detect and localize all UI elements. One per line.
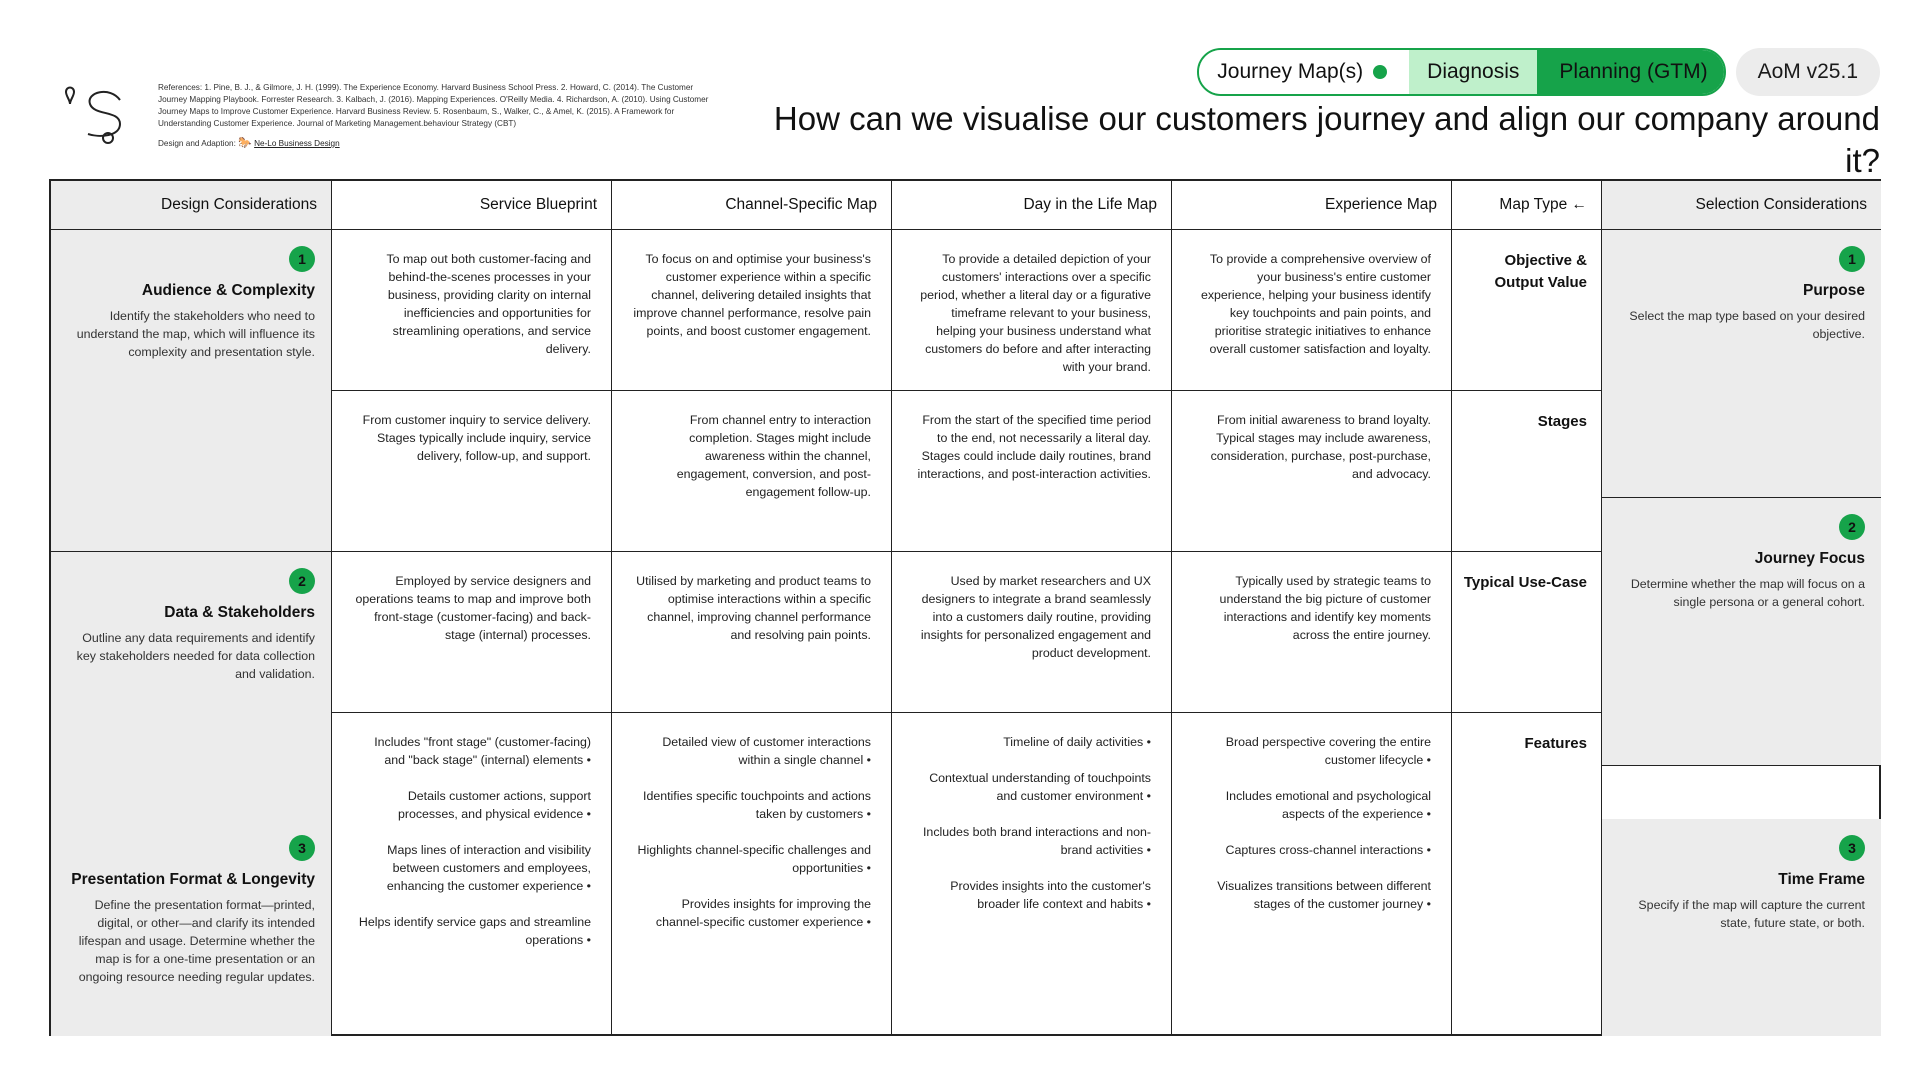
phase-planning-label: Planning (GTM) xyxy=(1559,60,1708,83)
phase-diagnosis-label: Diagnosis xyxy=(1427,60,1520,83)
design-credit xyxy=(158,137,718,150)
feature-item: Identifies specific touchpoints and actions taken by customers • xyxy=(632,787,871,823)
design-consideration-title: Data & Stakeholders xyxy=(164,604,315,621)
selection-consideration-title: Purpose xyxy=(1802,282,1865,299)
selection-consideration-desc: Select the map type based on your desired objective. xyxy=(1629,309,1865,341)
col-header-experience-map: Experience Map xyxy=(1172,181,1452,230)
cell-stages-service-blueprint: From customer inquiry to service delivery. Stages typically include inquiry, service delivery, follow-up, and support. xyxy=(332,391,612,552)
references-block xyxy=(158,82,718,150)
cell-stages-channel-specific: From channel entry to interaction completion. Stages might include awareness within the channel, engagement, conversion, and post-engagement follow-up. xyxy=(612,391,892,552)
selection-consideration-2 xyxy=(1602,498,1881,766)
phase-pills xyxy=(1197,48,1880,96)
feature-item: Includes "front stage" (customer-facing) and "back stage" (internal) elements • xyxy=(352,733,591,769)
selection-consideration-title: Journey Focus xyxy=(1754,550,1865,567)
selection-consideration-title: Time Frame xyxy=(1778,871,1865,888)
cell-features-service-blueprint xyxy=(332,713,612,1036)
design-consideration-2 xyxy=(51,552,332,820)
selection-consideration-3 xyxy=(1602,819,1881,1036)
design-consideration-title: Presentation Format & Longevity xyxy=(71,871,315,888)
feature-item: Captures cross-channel interactions • xyxy=(1192,841,1431,859)
map-type-header: Map Type ← xyxy=(1452,181,1602,230)
phase-group xyxy=(1197,48,1725,96)
cell-objective-day-in-life: To provide a detailed depiction of your customers' interactions over a specific period, whether a literal day or a figurative timeframe relevant to your business, helping your business understand what customers do before and after interacting with your brand. xyxy=(892,230,1172,391)
journey-map-selection-table xyxy=(49,179,1881,1036)
cell-features-channel-specific xyxy=(612,713,892,1036)
credit-link[interactable]: Ne-Lo Business Design xyxy=(254,139,340,148)
design-consideration-3 xyxy=(51,819,332,1036)
row-label-use-case: Typical Use-Case xyxy=(1452,552,1602,713)
number-badge: 3 xyxy=(1839,835,1865,861)
col-header-channel-specific-map: Channel-Specific Map xyxy=(612,181,892,230)
selection-considerations-header: Selection Considerations xyxy=(1602,181,1881,230)
feature-item: Includes both brand interactions and non-brand activities • xyxy=(912,823,1151,859)
cell-usecase-experience-map: Typically used by strategic teams to understand the big picture of customer interactions and identify key moments across the entire journey. xyxy=(1172,552,1452,713)
feature-item: Contextual understanding of touchpoints and customer environment • xyxy=(912,769,1151,805)
design-consideration-desc: Outline any data requirements and identify key stakeholders needed for data collection and validation. xyxy=(76,631,315,681)
feature-item: Highlights channel-specific challenges and opportunities • xyxy=(632,841,871,877)
col-header-day-in-the-life-map: Day in the Life Map xyxy=(892,181,1172,230)
cell-objective-channel-specific: To focus on and optimise your business's customer experience within a specific channel, delivering detailed insights that improve channel performance, resolve pain points, and boost customer engagement. xyxy=(612,230,892,391)
cell-usecase-service-blueprint: Employed by service designers and operations teams to map and improve both front-stage (customer-facing) and back-stage (internal) processes. xyxy=(332,552,612,713)
phase-journey-maps[interactable] xyxy=(1199,50,1409,94)
feature-item: Details customer actions, support processes, and physical evidence • xyxy=(352,787,591,823)
feature-item: Provides insights for improving the channel-specific customer experience • xyxy=(632,895,871,931)
phase-planning[interactable] xyxy=(1537,50,1723,94)
feature-item: Includes emotional and psychological aspects of the experience • xyxy=(1192,787,1431,823)
row-label-features: Features xyxy=(1452,713,1602,1036)
route-logo-icon xyxy=(64,82,136,148)
row-label-objective: Objective & Output Value xyxy=(1452,230,1602,391)
row-label-stages: Stages xyxy=(1452,391,1602,552)
phase-journey-maps-label: Journey Map(s) xyxy=(1217,60,1364,83)
col-header-service-blueprint: Service Blueprint xyxy=(332,181,612,230)
number-badge: 3 xyxy=(289,835,315,861)
cell-features-experience-map xyxy=(1172,713,1452,1036)
cell-objective-service-blueprint: To map out both customer-facing and behind-the-scenes processes in your business, providing clarity on internal inefficiencies and opportunities for streamlining operations, and service delivery. xyxy=(332,230,612,391)
feature-item: Visualizes transitions between different stages of the customer journey • xyxy=(1192,877,1431,913)
selection-consideration-1 xyxy=(1602,230,1881,498)
cell-usecase-channel-specific: Utilised by marketing and product teams to optimise interactions within a specific channel, improving channel performance and resolving pain points. xyxy=(612,552,892,713)
feature-item: Helps identify service gaps and streamline operations • xyxy=(352,913,591,949)
feature-item: Maps lines of interaction and visibility between customers and employees, enhancing the customer experience • xyxy=(352,841,591,895)
design-considerations-header: Design Considerations xyxy=(51,181,332,230)
current-phase-dot-icon xyxy=(1373,65,1387,79)
page-title: How can we visualise our customers journey and align our company around it? xyxy=(773,100,1880,179)
credit-prefix: Design and Adaption: xyxy=(158,139,236,148)
cell-features-day-in-life xyxy=(892,713,1172,1036)
references-text: References: 1. Pine, B. J., & Gilmore, J. H. (1999). The Experience Economy. Harvard Business School Press. 2. Howard, C. (2014). The Customer Journey Mapping Playbook. Forrester Research. 3. Kalbach, J. (2016). Mapping Experiences. O'Reilly Media. 4. Richardson, A. (2010). Using Customer Journey Maps to Improve Customer Experience. Harvard Business Review. 5. Rosenbaum, S., Walker, C., & Amel, K. (2015). A Framework for Understanding Customer Experience. Journal of Marketing Management.behaviour Strategy (CBT) xyxy=(158,83,709,128)
cell-stages-day-in-life: From the start of the specified time period to the end, not necessarily a literal day. Stages could include daily routines, brand interactions, and post-interaction activities. xyxy=(892,391,1172,552)
design-consideration-title: Audience & Complexity xyxy=(141,282,315,299)
cell-usecase-day-in-life: Used by market researchers and UX designers to integrate a brand seamlessly into a customers daily routine, providing insights for personalized engagement and product development. xyxy=(892,552,1172,713)
feature-item: Detailed view of customer interactions within a single channel • xyxy=(632,733,871,769)
version-badge xyxy=(1736,48,1880,96)
cell-objective-experience-map: To provide a comprehensive overview of your business's entire customer experience, helping your business identify key touchpoints and pain points, and prioritise strategic initiatives to enhance overall customer satisfaction and loyalty. xyxy=(1172,230,1452,391)
selection-consideration-desc: Specify if the map will capture the current state, future state, or both. xyxy=(1638,898,1865,930)
phase-diagnosis[interactable] xyxy=(1409,50,1537,94)
number-badge: 2 xyxy=(1839,514,1865,540)
design-consideration-desc: Define the presentation format—printed, digital, or other—and clarify its intended lifespan and usage. Determine whether the map is for a one-time presentation or an ongoing resource needing regular updates. xyxy=(78,898,315,984)
number-badge: 1 xyxy=(289,246,315,272)
feature-item: Broad perspective covering the entire customer lifecycle • xyxy=(1192,733,1431,769)
version-label: AoM v25.1 xyxy=(1757,60,1858,83)
number-badge: 2 xyxy=(289,568,315,594)
feature-item: Timeline of daily activities • xyxy=(912,733,1151,751)
cell-stages-experience-map: From initial awareness to brand loyalty. Typical stages may include awareness, consideration, purchase, post-purchase, and advocacy. xyxy=(1172,391,1452,552)
design-consideration-desc: Identify the stakeholders who need to understand the map, which will influence its complexity and presentation style. xyxy=(76,309,315,359)
design-consideration-1 xyxy=(51,230,332,552)
number-badge: 1 xyxy=(1839,246,1865,272)
horse-icon: 🐎 xyxy=(238,137,252,149)
feature-item: Provides insights into the customer's broader life context and habits • xyxy=(912,877,1151,913)
selection-consideration-desc: Determine whether the map will focus on a single persona or a general cohort. xyxy=(1630,577,1865,609)
